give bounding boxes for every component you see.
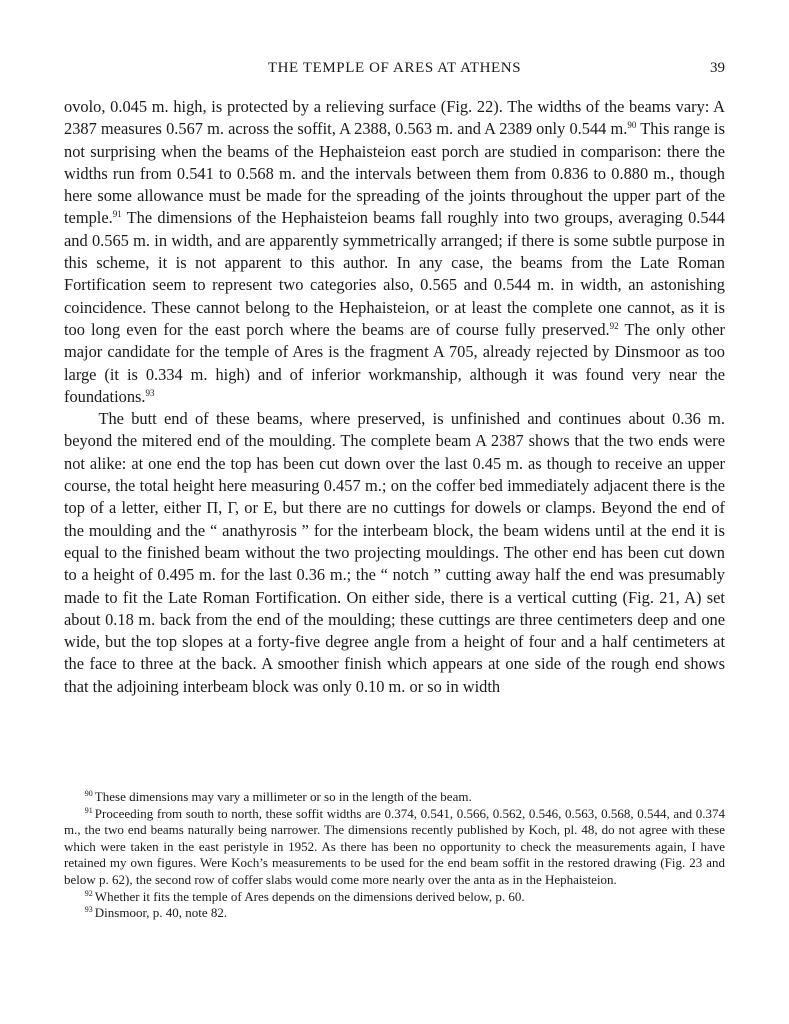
footnote-text: Proceeding from south to north, these soffit widths are 0.374, 0.541, 0.566, 0.562, 0.546, 0.563, 0.568, 0.544, and 0.374 m., the two end beams naturally being narrower. The dimensions recently published by Koch, pl. 48, do not agree with these which were taken in the east peristyle in 1952. As there has been no opportunity to check the measurements again, I have retained my own figures. Were Koch’s measurements to be used for the end beam soffit in the restored drawing (Fig. 23 and below p. 62), the second row of coffer slabs would come more nearly over the anta as in the Hephaisteion. [64, 805, 725, 887]
footnote-text: Dinsmoor, p. 40, note 82. [94, 905, 228, 921]
footnote-ref-90[interactable]: 90 [627, 120, 637, 131]
footnote-92 [64, 889, 725, 906]
footnote-number: 90 [84, 789, 93, 798]
paragraph-1-text-3: The dimensions of the Hephaisteion beams fall roughly into two groups, averaging 0.544 and 0.565 m. in width, and are apparently symmetrically arranged; if there is some subtle purpose in this scheme, it is not apparent to this author. In any case, the beams from the Late Roman Fortification seem to represent two categories also, 0.565 and 0.544 m. in width, an astonishing coincidence. These cannot belong to the Hephaisteion, or at least the complete one cannot, as it is too long even for the east porch where the beams are of course fully preserved. [64, 208, 725, 339]
footnote-ref-93[interactable]: 93 [145, 387, 155, 398]
footnote-number: 91 [84, 805, 93, 815]
paragraph-1-text-4: The only other major candidate for the temple of Ares is the fragment A 705, already rejected by Dinsmoor as too large (it is 0.334 m. high) and of inferior workmanship, although it was found very near the foundations. [64, 319, 726, 406]
paragraph-1-text-1: ovolo, 0.045 m. high, is protected by a relieving surface (Fig. 22). The widths of the beams vary: A 2387 measures 0.567 m. across the soffit, A 2388, 0.563 m. and A 2389 only 0.544 m. [64, 97, 725, 139]
footnote-90 [64, 789, 725, 806]
footnotes [64, 789, 725, 922]
footnote-91 [64, 806, 725, 889]
paragraph-2: The butt end of these beams, where preserved, is unfinished and continues about 0.36 m. beyond the mitered end of the moulding. The complete beam A 2387 shows that the two ends were not alike: at one end the top has been cut down over the last 0.45 m. as though to receive an upper course, the total height here measuring 0.457 m.; on the coffer bed immediately adjacent there is the top of a letter, either Π, Γ, or Ε, but there are no cuttings for dowels or clamps. Beyond the end of the moulding and the “ anathyrosis ” for the interbeam block, the beam widens until at the end it is equal to the finished beam without the two projecting mouldings. The other end has been cut down to a height of 0.495 m. for the last 0.36 m.; the “ notch ” cutting away half the end was presumably made to fit the Late Roman Fortification. On either side, there is a vertical cutting (Fig. 21, A) set about 0.18 m. back from the end of the moulding; these cuttings are three centimeters deep and one wide, but the top slopes at a forty-five degree angle from a height of four and a half centimeters at the face to three at the back. A smoother finish which appears at one side of the rough end shows that the adjoining interbeam block was only 0.10 m. or so in width [64, 409, 725, 696]
footnote-number: 92 [84, 888, 93, 898]
footnote-number: 93 [84, 905, 93, 915]
running-title: THE TEMPLE OF ARES AT ATHENS [267, 60, 522, 76]
paragraph-1-text-2: This range is not surprising when the beams of the Hephaisteion east porch are studied in comparison: there the widths run from 0.541 to 0.568 m. and the intervals between them from 0.836 to 0.880 m., though here some allowance must be made for the spreading of the joints throughout the upper part of the temple. [64, 119, 725, 228]
footnote-ref-92[interactable]: 92 [609, 320, 619, 331]
paragraph-1 [64, 96, 725, 408]
footnote-93 [64, 905, 725, 922]
footnote-ref-91[interactable]: 91 [112, 209, 122, 220]
body-text [64, 96, 725, 698]
footnote-text: These dimensions may vary a millimeter or so in the length of the beam. [94, 789, 472, 804]
page-number: 39 [710, 60, 725, 76]
footnote-text: Whether it fits the temple of Ares depends on the dimensions derived below, p. 60. [94, 888, 525, 904]
running-header [64, 60, 725, 82]
